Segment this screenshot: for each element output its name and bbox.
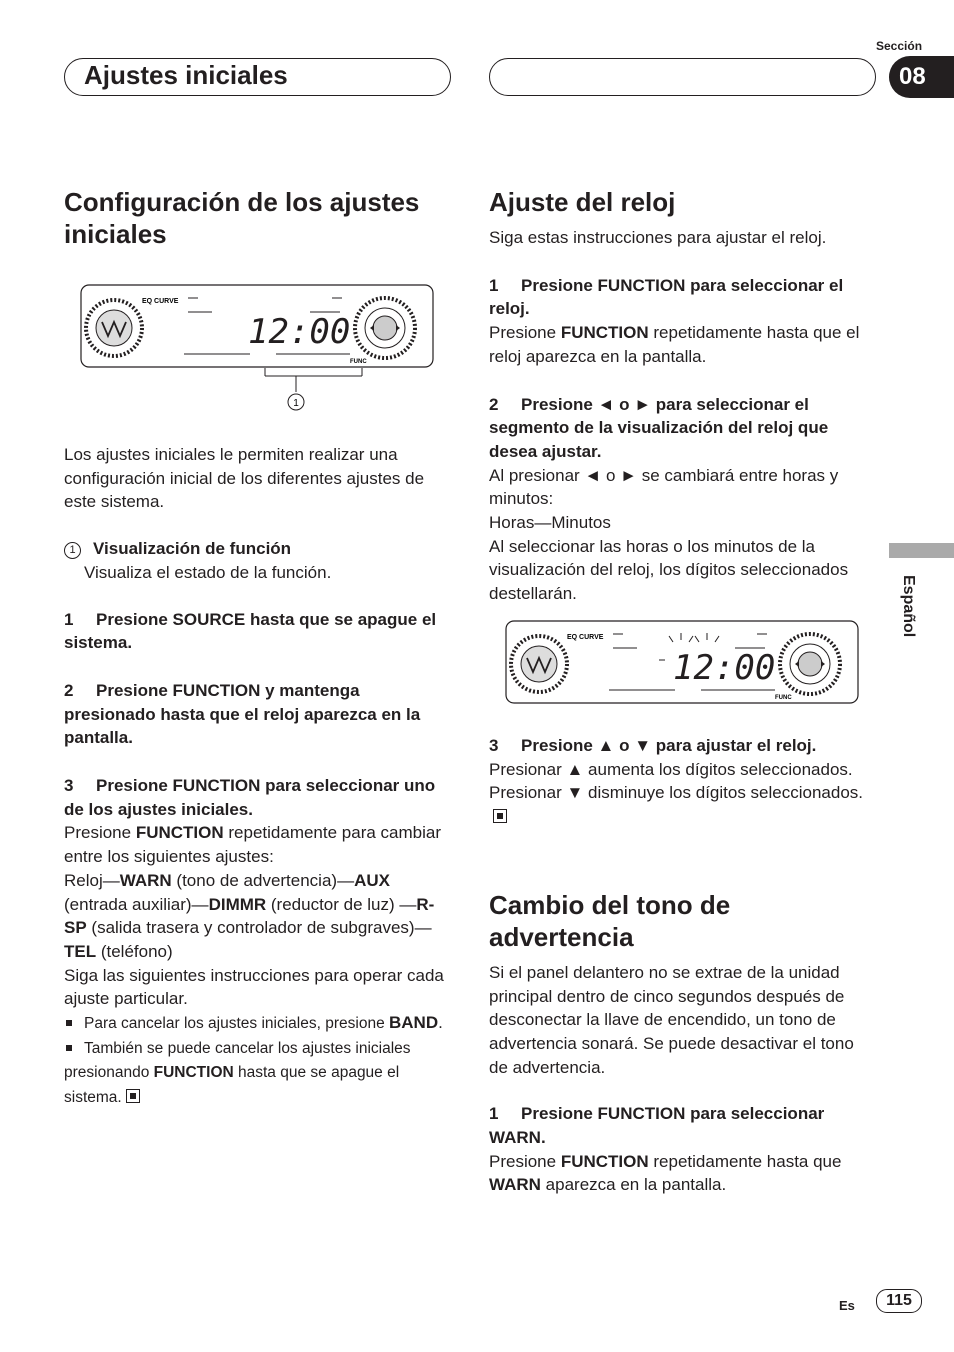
legend-title: Visualización de función: [93, 539, 292, 559]
func-label: FUNC: [775, 695, 792, 701]
clock-step-2: 2 Presione ◄ o ► para seleccionar el segmento de la visualización del reloj que desea ajustar.: [489, 394, 829, 461]
step-3-text: Presione FUNCTION repetidamente para cambiar entre los siguientes ajustes:: [64, 823, 441, 867]
heading-configuracion: Configuración de los ajustes iniciales: [64, 187, 420, 249]
page-section-title: Ajustes iniciales: [84, 60, 288, 90]
heading-ajuste-reloj: Ajuste del reloj: [489, 187, 676, 217]
right-column: [489, 186, 877, 606]
section-label: Sección: [876, 39, 923, 53]
note-1: Para cancelar los ajustes iniciales, presione BAND.: [64, 1011, 452, 1036]
func-label: FUNC: [350, 359, 367, 365]
clock-intro: Siga estas instrucciones para ajustar el reloj.: [489, 228, 827, 247]
warn-step-1: 1 Presione FUNCTION para seleccionar WARN.: [489, 1104, 825, 1148]
left-column-body: [64, 443, 452, 1110]
heading-tono-advertencia: Cambio del tono de advertencia: [489, 889, 731, 952]
left-column: [64, 186, 452, 250]
end-mark-icon: [126, 1089, 140, 1103]
volume-knob-icon: [511, 636, 567, 692]
clock-step-2-text-b: Horas—Minutos: [489, 513, 611, 533]
follow-text: Siga las siguientes instrucciones para operar cada ajuste particular.: [64, 965, 444, 1009]
language-tab-bar: [889, 543, 954, 558]
joystick-icon: [780, 634, 840, 694]
callout-marker-icon: 1: [64, 542, 81, 559]
callout-number: 1: [293, 398, 299, 409]
settings-list: Reloj—WARN (tono de advertencia)—AUX (entrada auxiliar)—DIMMR (reductor de luz) —R-SP (salida trasera y controlador de subgraves)—TEL (teléfono): [64, 870, 435, 961]
clock-display: 12:00: [673, 648, 776, 688]
eq-curve-label: EQ CURVE: [567, 634, 604, 641]
clock-step-3: 3 Presione ▲ o ▼ para ajustar el reloj.: [489, 736, 817, 755]
legend-title-line: [64, 537, 452, 561]
step-1: 1 Presione SOURCE hasta que se apague el sistema.: [64, 609, 437, 653]
section-number-tab: 08: [889, 56, 954, 98]
volume-knob-icon: [86, 300, 142, 356]
clock-display: 12:00: [248, 312, 351, 352]
intro-text: Los ajustes iniciales le permiten realizar una configuración inicial de los diferentes ajustes de este sistema.: [64, 445, 425, 512]
end-mark-icon: [493, 809, 507, 823]
bullet-icon: [66, 1045, 72, 1051]
clock-step-1-text: Presione FUNCTION repetidamente hasta que el reloj aparezca en la pantalla.: [489, 323, 860, 366]
warn-intro: Si el panel delantero no se extrae de la unidad principal dentro de cinco segundos después de desconectar la llave de encendido, un tono de advertencia sonará. Se puede desactivar el tono de advertencia.: [489, 962, 854, 1077]
display-figure-1: [80, 284, 434, 414]
step-2: 2 Presione FUNCTION y mantenga presionado hasta que el reloj aparezca en la pantalla.: [64, 680, 421, 748]
display-figure-2: [505, 620, 859, 706]
bullet-icon: [66, 1020, 72, 1026]
eq-curve-label: EQ CURVE: [142, 298, 179, 305]
footer-language-code: Es: [839, 1298, 855, 1313]
clock-step-1: 1 Presione FUNCTION para seleccionar el reloj.: [489, 275, 844, 319]
note-2: También se puede cancelar los ajustes iniciales presionando FUNCTION hasta que se apague el sistema.: [64, 1039, 411, 1107]
clock-step-2-text-c: Al seleccionar las horas o los minutos de la visualización del reloj, los dígitos seleccionados destellarán.: [489, 536, 849, 604]
clock-step-2-text-a: Al presionar ◄ o ► se cambiará entre horas y minutos:: [489, 465, 839, 509]
right-column-lower: [489, 734, 877, 1197]
header-blank-frame: [489, 58, 876, 96]
joystick-icon: [355, 298, 415, 358]
language-label: Español: [900, 575, 917, 638]
clock-step-3-text: Presionar ▲ aumenta los dígitos seleccionados. Presionar ▼ disminuye los dígitos seleccionados.: [489, 758, 877, 829]
warn-step-1-text: Presione FUNCTION repetidamente hasta que WARN aparezca en la pantalla.: [489, 1151, 842, 1195]
page-number: 115: [876, 1289, 922, 1313]
legend-desc: Visualiza el estado de la función.: [84, 562, 332, 582]
step-3: 3 Presione FUNCTION para seleccionar uno de los ajustes iniciales.: [64, 776, 436, 819]
